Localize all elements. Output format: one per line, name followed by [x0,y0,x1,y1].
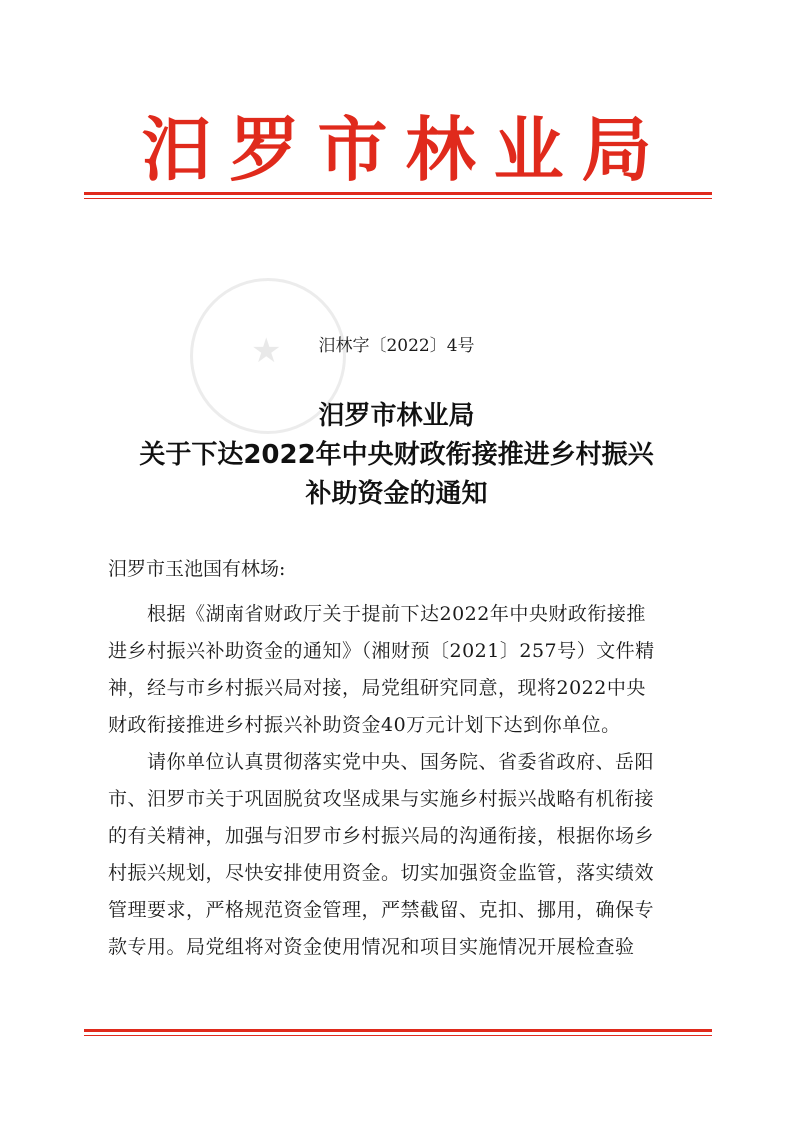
title-line-1: 汨罗市林业局 [318,401,475,431]
paragraph-1-line: 神，经与市乡村振兴局对接，局党组研究同意，现将2022中央 [108,677,646,699]
paragraph-1-line: 进乡村振兴补助资金的通知》（湘财预〔2021〕257号）文件精 [108,640,655,662]
paragraph-2 [108,744,698,966]
paragraph-2-line: 请你单位认真贯彻落实党中央、国务院、省委省政府、岳阳 [108,751,655,773]
paragraph-2-line: 的有关精神，加强与汨罗市乡村振兴局的沟通衔接，根据你场乡 [108,825,655,847]
title-line-2: 关于下达2022年中央财政衔接推进乡村振兴 [139,440,654,470]
paragraph-2-line: 款专用。局党组将对资金使用情况和项目实施情况开展检查验 [108,936,635,958]
seal-star-icon: ★ [251,331,282,371]
header-divider-thin [84,198,712,199]
paragraph-2-line: 管理要求，严格规范资金管理，严禁截留、克扣、挪用，确保专 [108,899,655,921]
paragraph-1-line: 根据《湖南省财政厅关于提前下达2022年中央财政衔接推 [108,603,646,625]
salutation: 汨罗市玉池国有林场: [108,558,286,580]
footer-divider-thick [84,1029,712,1032]
agency-masthead: 汨罗市林业局 [141,109,670,191]
paragraph-2-line: 村振兴规划，尽快安排使用资金。切实加强资金监管，落实绩效 [108,862,655,884]
paragraph-1-line: 财政衔接推进乡村振兴补助资金40万元计划下达到你单位。 [108,714,621,736]
header-divider-thick [84,192,712,195]
paragraph-2-line: 市、汨罗市关于巩固脱贫攻坚成果与实施乡村振兴战略有机衔接 [108,788,655,810]
title-line-3: 补助资金的通知 [305,479,488,509]
footer-divider-thin [84,1035,712,1036]
document-number: 汨林字〔2022〕4号 [318,336,475,356]
paragraph-1 [108,596,698,744]
